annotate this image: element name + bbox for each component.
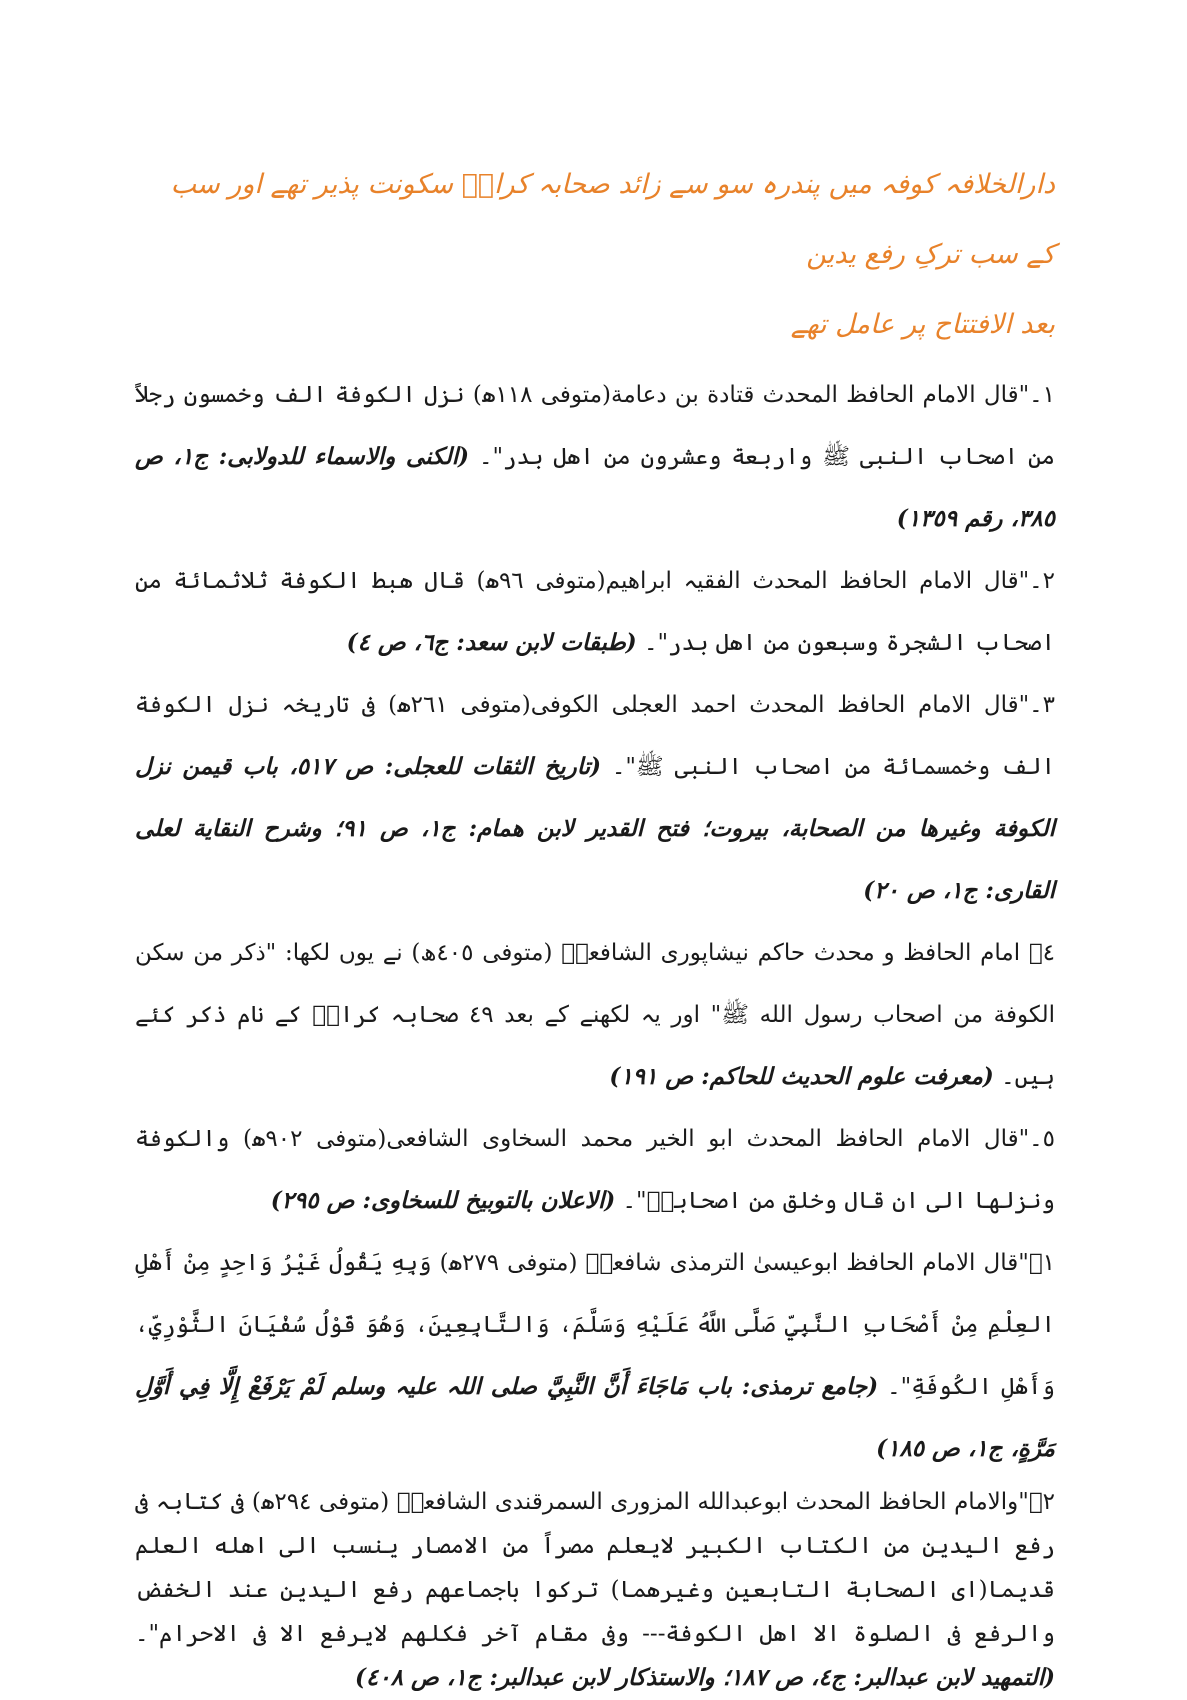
paragraph-reference: (التمهید لابن عبدالبر: ج٤، ص ١٨٧؛ والاستذکار لابن عبدالبر: ج١، ص ٤٠٨) [355, 1664, 1055, 1691]
citation-paragraph-6 [135, 1232, 1055, 1480]
paragraph-text: ١۔"قال الامام الحافظ ابوعیسیٰ الترمذی شافعیؒ (متوفی ٢٧٩ھ) وَبِهِ يَقُولُ غَيْرُ وَاحِدٍ مِنْ أَهْلِ العِلْمِ مِنْ أَصْحَابِ النَّبِيِّ صَلَّى اللَّهُ عَلَيْهِ وَسَلَّمَ، وَالتَّابِعِينَ، وَهُوَ قَوْلُ سُفْيَانَ الثَّوْرِيِّ، وَأَهْلِ الكُوفَةِ"۔ [135, 1250, 1055, 1400]
paragraph-text: ٥۔"قال الامام الحافظ المحدث ابو الخیر محمد السخاوی الشافعی(متوفی ٩٠٢ھ) والکوفة ونزلها الی ان قال وخلق من اصحابہؓ"۔ [135, 1126, 1055, 1214]
section-heading [135, 150, 1055, 360]
paragraph-text: ٣۔"قال الامام الحافظ المحدث احمد العجلی الکوفی(متوفی ٢٦١ھ) فی تاریخہ نزل الکوفة الف وخمسمائة من اصحاب النبی ﷺ"۔ [135, 692, 1056, 780]
citation-paragraph-3 [135, 674, 1055, 922]
paragraph-text: ٢۔"قال الامام الحافظ المحدث الفقیہ ابراهیم(متوفی ٩٦ھ) قال هبط الکوفة ثلاثمائة من اصحاب الشجرة وسبعون من اهل بدر"۔ [135, 568, 1055, 656]
paragraph-reference: (طبقات لابن سعد: ج٦، ص ٤) [346, 629, 637, 656]
paragraph-text: ١۔"قال الامام الحافظ المحدث قتادة بن دعامة(متوفی ١١٨ھ) نزل الکوفة الف وخمسون رجلاً من اصحاب النبی ﷺ واربعة وعشرون من اهل بدر"۔ [135, 382, 1055, 470]
heading-line-1: دارالخلافہ کوفہ میں پندرہ سو سے زائد صحابہ کرامؓ سکونت پذیر تھے اور سب کے سب ترکِ رفع یدین [170, 169, 1055, 270]
paragraph-reference: (تاریخ الثقات للعجلی: ص ٥١٧، باب قیمن نزل الکوفة وغیرها من الصحابة، بیروت؛ فتح القدیر لابن همام: ج١، ص ٩١؛ وشرح النقایة لعلی القاری: ج١، ص ٢٠) [135, 753, 1055, 904]
paragraph-text: ٢۔"والامام الحافظ المحدث ابوعبدالله المزوری السمرقندی الشافعیؒ (متوفی ٢٩٤ھ) فی کتابہ فی رفع الیدین من الکتاب الکبیر لایعلم مصراً من الامصار ینسب الی اهله العلم قدیما(ای الصحابة التابعین وغیرهما) ترکوا باجماعهم رفع الیدین عند الخفض والرفع فی الصلوة الا اهل الکوفة--- وفی مقام آخر فکلهم لایرفع الا فی الاحرام"۔ [135, 1489, 1055, 1647]
citation-paragraph-7 [135, 1480, 1055, 1700]
paragraph-reference: (جامع ترمذی: باب مَاجَاءَ أَنَّ النَّبِيَّ صلی اللہ علیہ وسلم لَمْ يَرْفَعْ إِلَّا فِي أَوَّلِ مَرَّةٍ، ج١، ص ١٨٥) [135, 1373, 1055, 1462]
paragraph-text: ٤۔ امام الحافظ و محدث حاکم نیشاپوری الشافعیؒ (متوفی ٤٠٥ھ) نے یوں لکھا: "ذکر من سکن الکوفة من اصحاب رسول الله ﷺ" اور یہ لکھنے کے بعد ٤٩ صحابہ کرامؓ کے نام ذکر کئے ہیں۔ [135, 940, 1055, 1090]
paragraph-reference: (معرفت علوم الحدیث للحاکم: ص ١٩١) [609, 1063, 994, 1090]
paragraph-reference: (الکنی والاسماء للدولابی: ج١، ص ٣٨٥، رقم ١٣٥٩) [135, 443, 1055, 532]
citation-paragraph-5 [135, 1108, 1055, 1232]
document-page [135, 150, 1055, 1700]
citation-paragraph-4 [135, 922, 1055, 1108]
paragraph-reference: (الاعلان بالتوبیخ للسخاوی: ص ٢٩٥) [270, 1187, 616, 1214]
citation-paragraph-2 [135, 550, 1055, 674]
heading-line-2: بعد الافتتاح پر عامل تھے [790, 309, 1055, 340]
citation-paragraph-1 [135, 364, 1055, 550]
